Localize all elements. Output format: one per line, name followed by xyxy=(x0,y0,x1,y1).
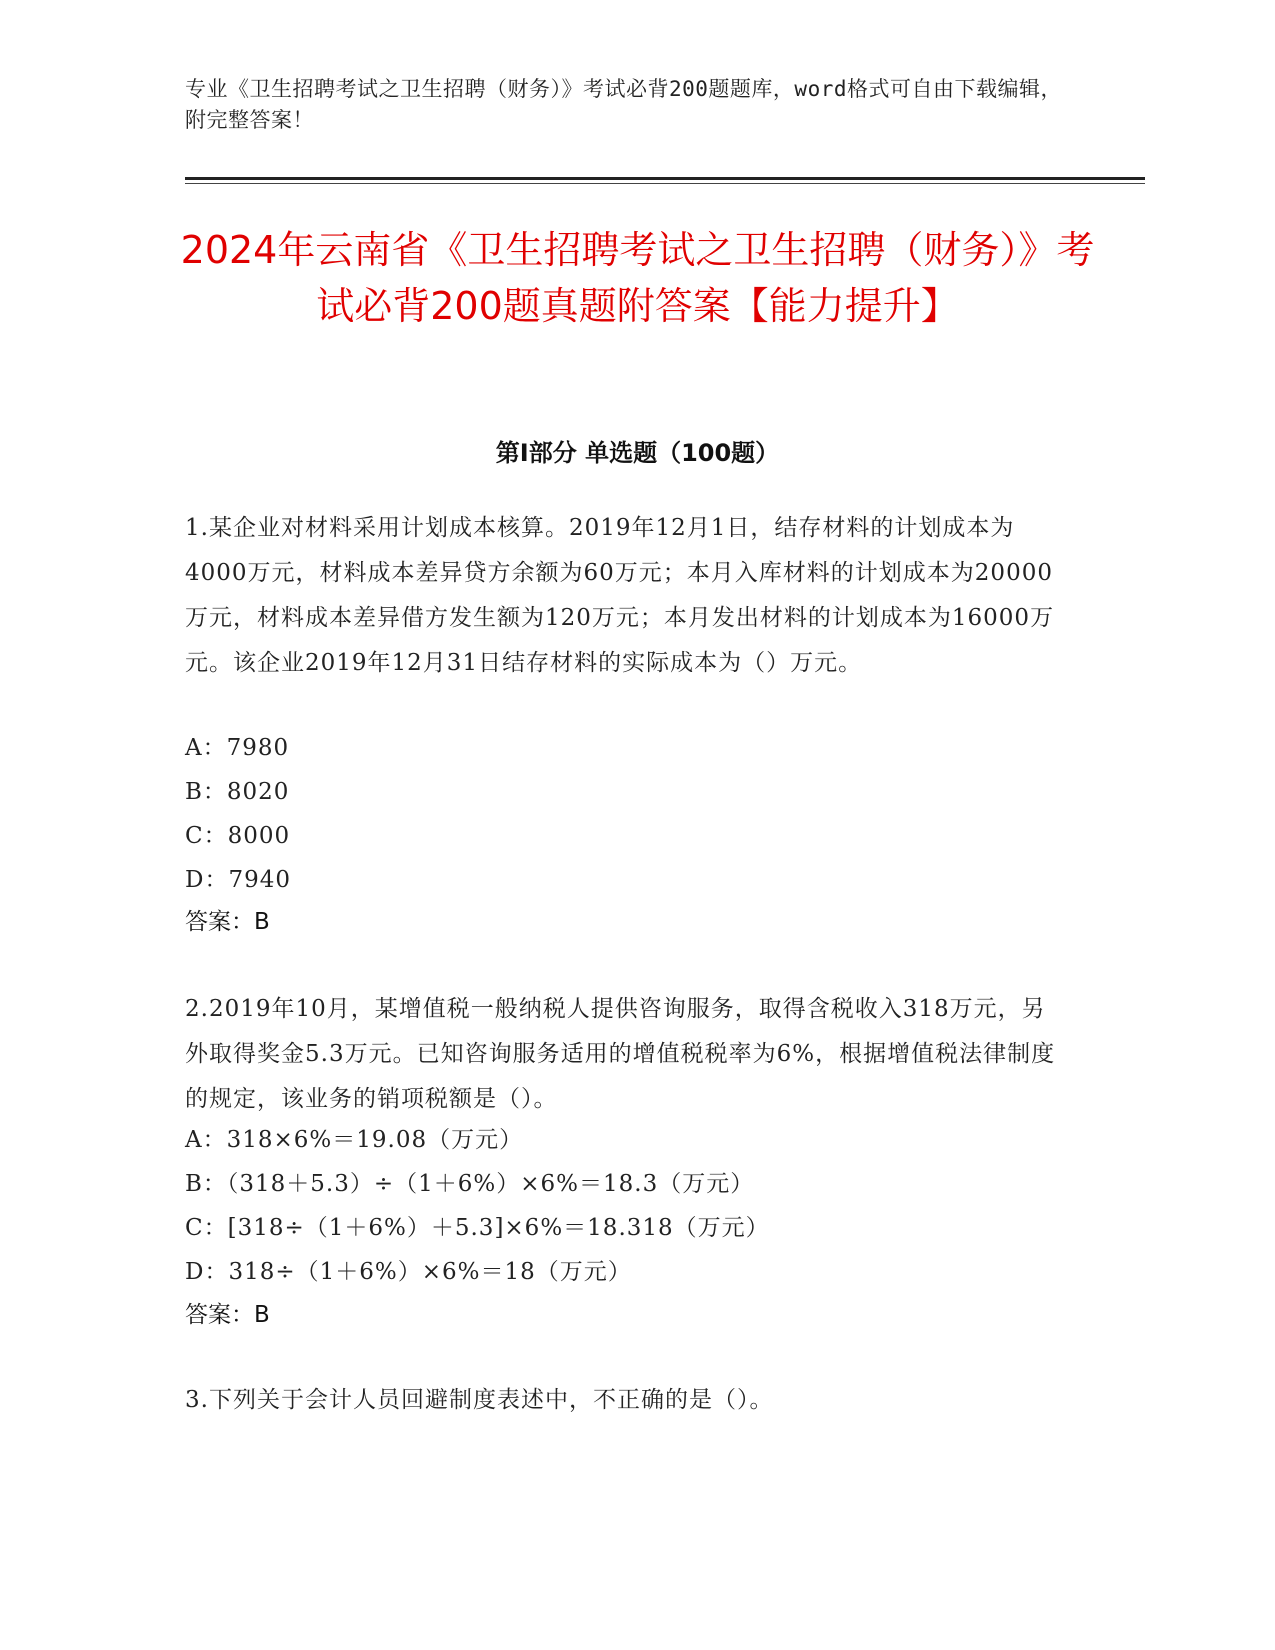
question-2-option-d: D：318÷（1＋6%）×6%＝18（万元） xyxy=(185,1259,632,1285)
header-rule-thin xyxy=(185,183,1145,184)
document-title: 2024年云南省《卫生招聘考试之卫生招聘（财务）》考试必背200题真题附答案【能力提升】 xyxy=(180,228,1095,328)
question-1-option-b: B：8020 xyxy=(185,779,290,805)
question-1-option-d: D：7940 xyxy=(185,867,291,893)
question-2-option-b: B：（318＋5.3）÷（1＋6%）×6%＝18.3（万元） xyxy=(185,1171,755,1197)
question-2-answer: 答案：B xyxy=(185,1302,270,1328)
question-2-text: 2.2019年10月，某增值税一般纳税人提供咨询服务，取得含税收入318万元，另外取得奖金5.3万元。已知咨询服务适用的增值税税率为6%，根据增值税法律制度的规定，该业务的销项税额是（）。 xyxy=(185,996,1056,1112)
question-1-option-c: C：8000 xyxy=(185,823,291,849)
question-3-text: 3.下列关于会计人员回避制度表述中，不正确的是（）。 xyxy=(185,1387,774,1413)
header-rule-thick xyxy=(185,177,1145,180)
question-2-option-a: A：318×6%＝19.08（万元） xyxy=(185,1127,524,1153)
question-2-option-c: C：[318÷（1＋6%）＋5.3]×6%＝18.318（万元） xyxy=(185,1215,770,1241)
section-heading: 第I部分 单选题（100题） xyxy=(495,439,780,467)
question-1-answer: 答案：B xyxy=(185,909,270,935)
question-1-option-a: A：7980 xyxy=(185,735,290,761)
header-note: 专业《卫生招聘考试之卫生招聘（财务）》考试必背200题题库，word格式可自由下载编辑，附完整答案！ xyxy=(185,77,1062,132)
question-1-text: 1.某企业对材料采用计划成本核算。2019年12月1日，结存材料的计划成本为4000万元，材料成本差异贷方余额为60万元；本月入库材料的计划成本为20000万元，材料成本差异借方发生额为120万元；本月发出材料的计划成本为16000万元。该企业2019年12月31日结存材料的实际成本为（）万元。 xyxy=(185,515,1055,676)
